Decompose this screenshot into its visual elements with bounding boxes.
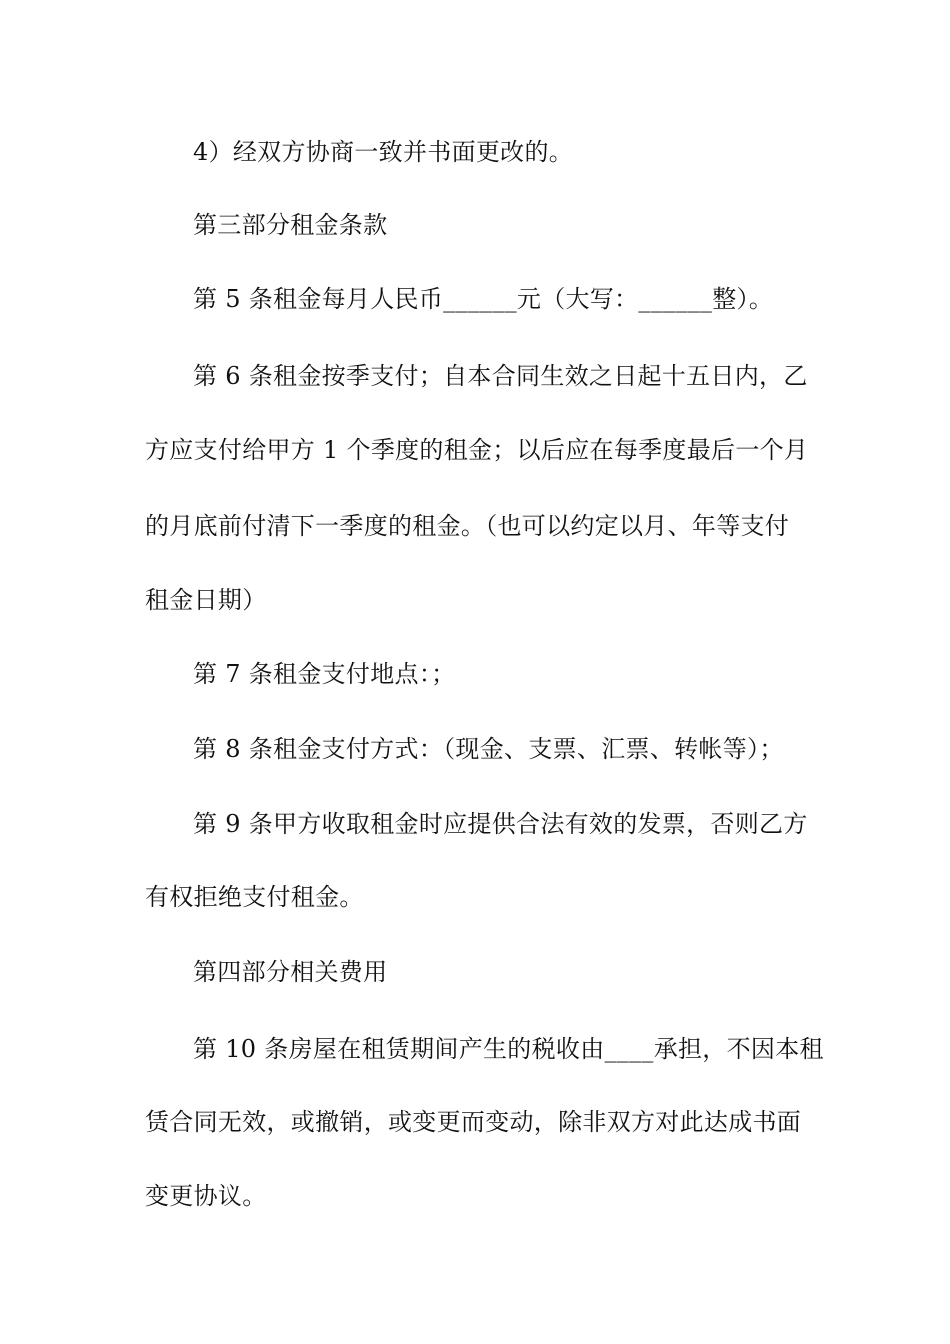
clause-4-item: 4）经双方协商一致并书面更改的。 [193,138,574,166]
article-10-line-1: 第 10 条房屋在租赁期间产生的税收由____承担，不因本租 [193,1035,824,1063]
section-heading-fees: 第四部分相关费用 [193,958,388,986]
article-6-line-1: 第 6 条租金按季支付；自本合同生效之日起十五日内，乙 [193,362,808,390]
article-9-line-2: 有权拒绝支付租金。 [145,883,364,911]
article-6-line-4: 租金日期） [145,586,267,614]
article-6-line-2: 方应支付给甲方 1 个季度的租金；以后应在每季度最后一个月 [145,436,809,464]
article-8: 第 8 条租金支付方式：（现金、支票、汇票、转帐等）； [193,735,784,763]
section-heading-rent: 第三部分租金条款 [193,211,388,239]
article-9-line-1: 第 9 条甲方收取租金时应提供合法有效的发票，否则乙方 [193,810,808,838]
article-10-line-2: 赁合同无效，或撤销，或变更而变动，除非双方对此达成书面 [145,1108,802,1136]
article-10-line-3: 变更协议。 [145,1182,267,1210]
article-6-line-3: 的月底前付清下一季度的租金。（也可以约定以月、年等支付 [145,512,790,540]
article-5: 第 5 条租金每月人民币______元（大写：______整）。 [193,285,774,313]
article-7: 第 7 条租金支付地点：； [193,660,456,688]
